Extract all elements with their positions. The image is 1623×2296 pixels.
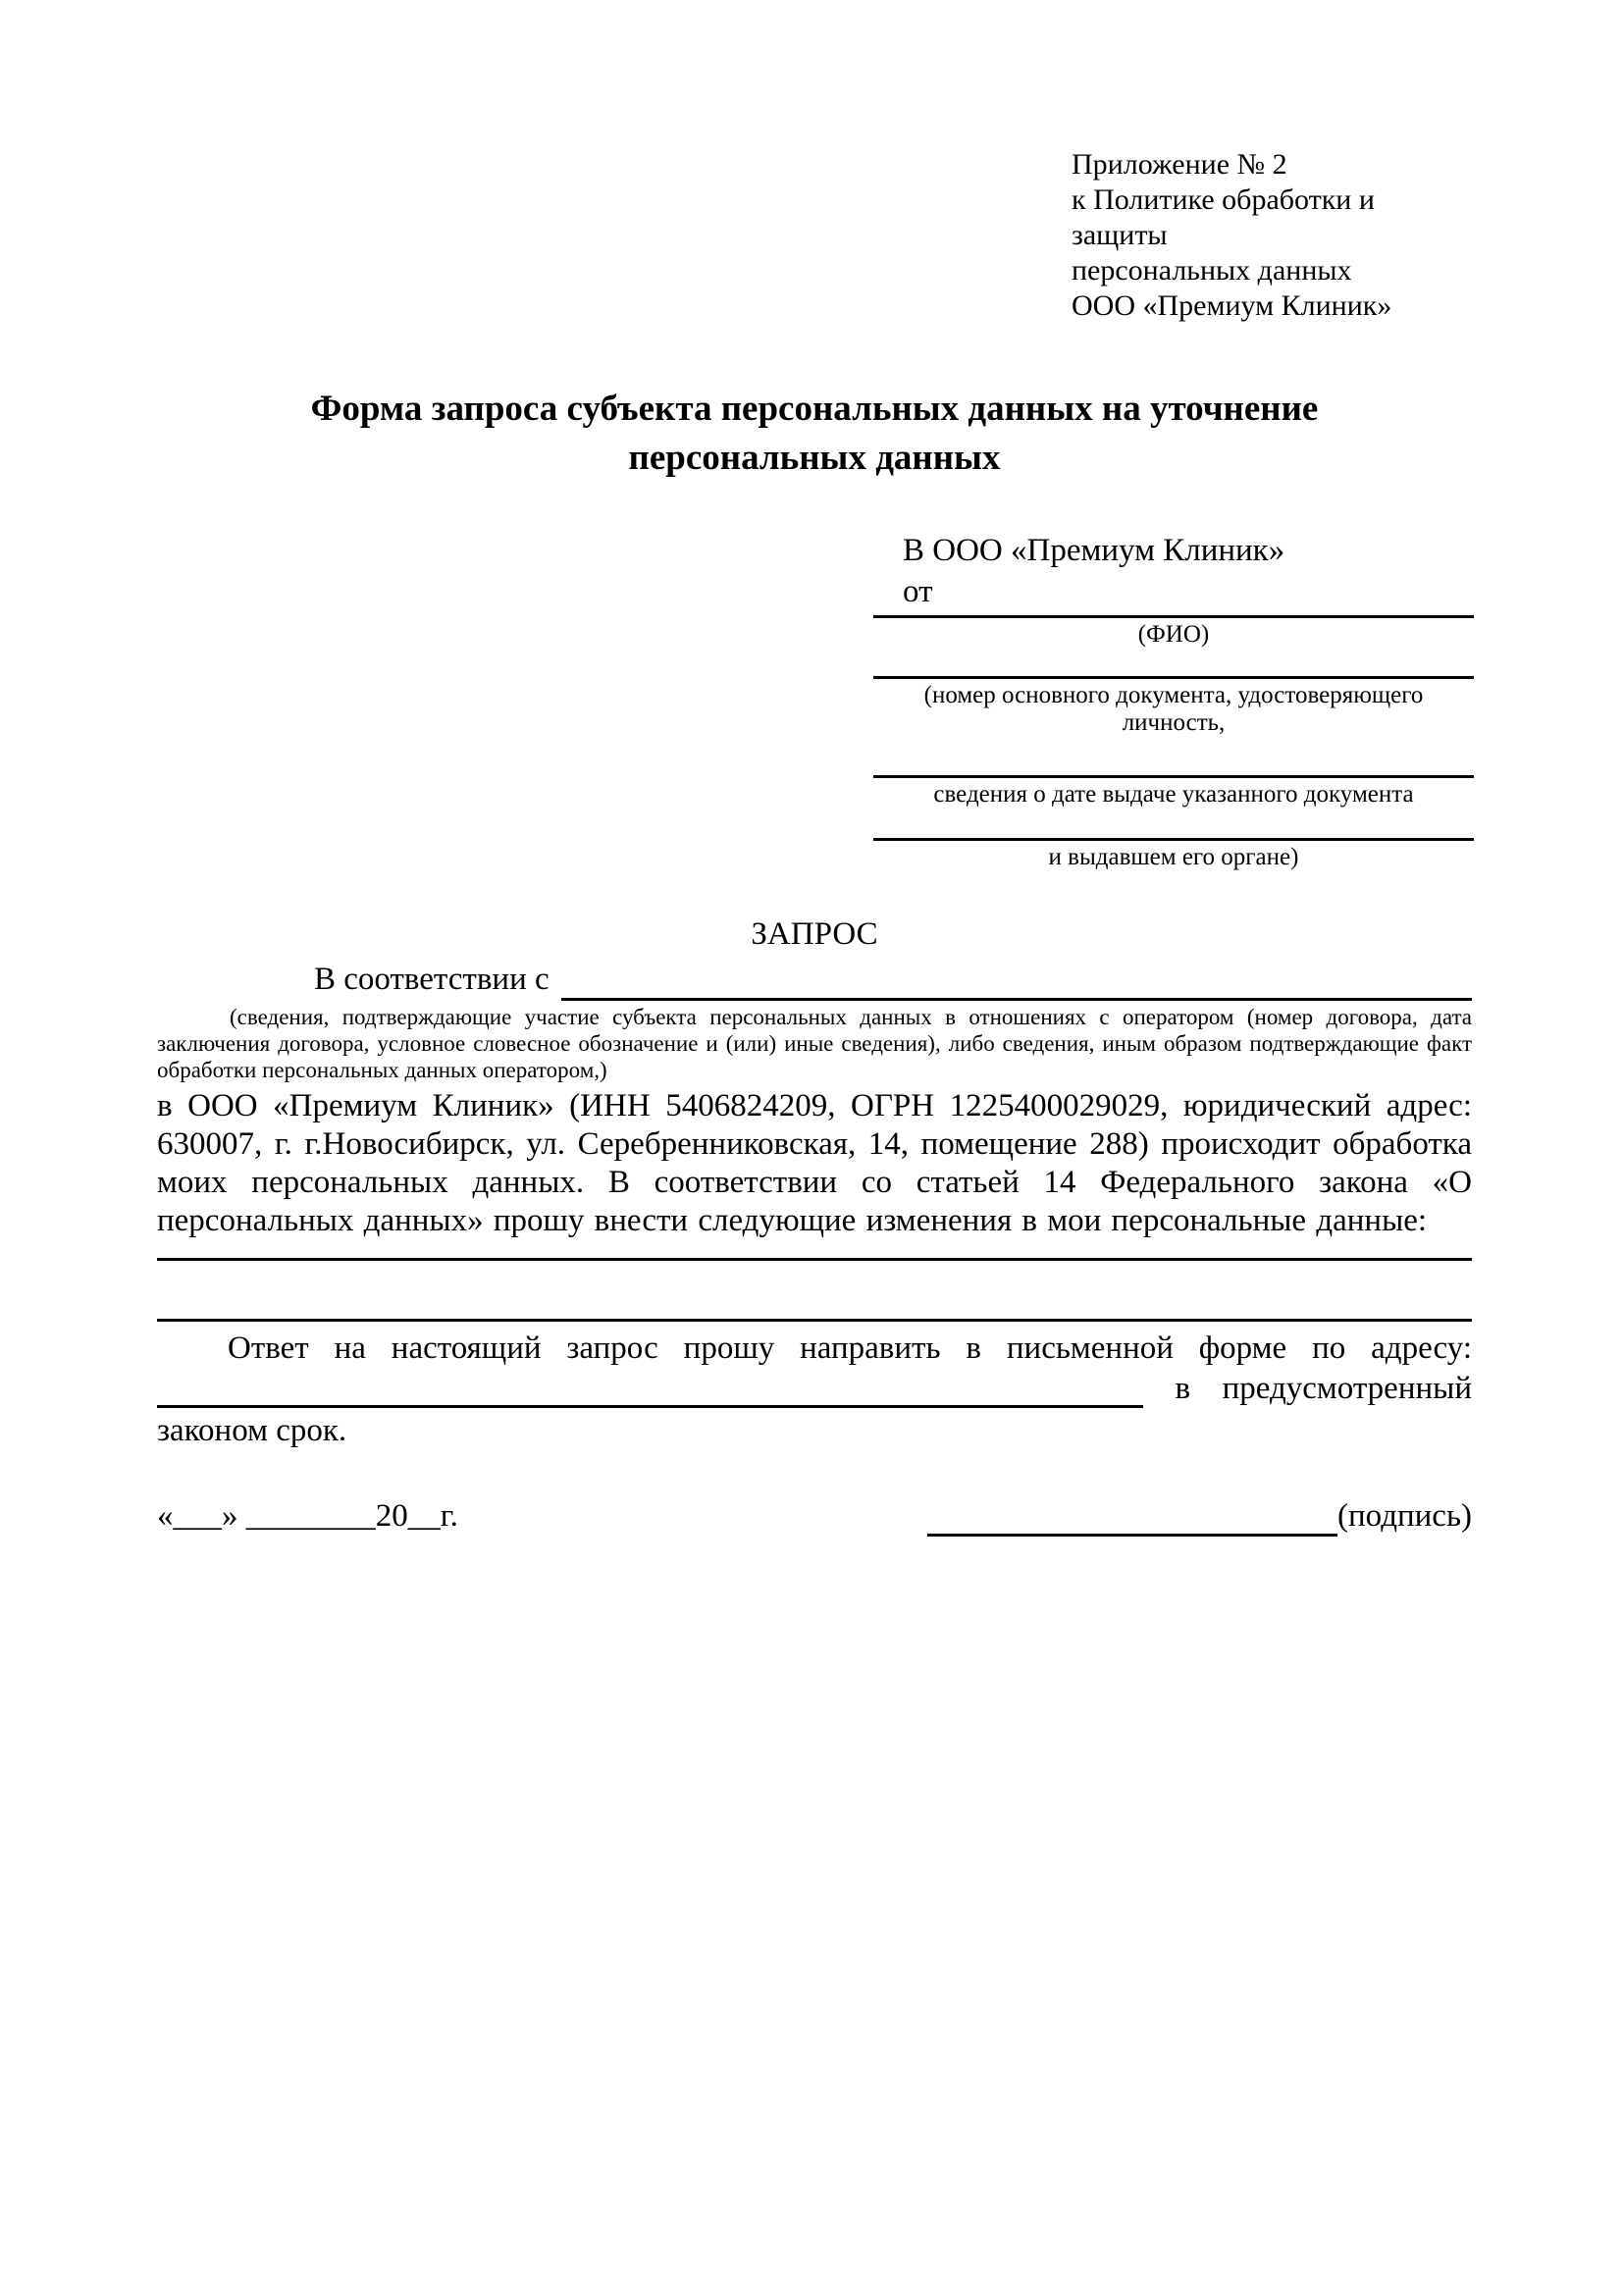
annex-line: к Политике обработки и защиты [1072, 183, 1375, 251]
issue-date-field-line [873, 737, 1474, 778]
date-blank: «___» ________20__г. [157, 1498, 458, 1534]
signature-field-line [927, 1505, 1337, 1537]
reply-address-field-line [157, 1377, 1143, 1408]
addressee-block [873, 530, 1474, 871]
page-title: Форма запроса субъекта персональных данных на уточнение персональных данных [310, 389, 1319, 478]
reply-address-row [157, 1370, 1472, 1408]
reply-word-predusmotrenny: предусмотренный [1222, 1371, 1472, 1406]
annex-header [1072, 147, 1472, 324]
request-heading: ЗАПРОС [751, 916, 878, 952]
document-number-caption: (номер основного документа, удостоверяющего личность, [923, 682, 1424, 736]
annex-line: Приложение № 2 [1072, 148, 1287, 181]
reply-closing-text: законом срок. [157, 1413, 347, 1448]
reply-address-text: Ответ на настоящий запрос прошу направить в письменной форме по адресу: [228, 1331, 1472, 1366]
request-body: в ООО «Премиум Клиник» (ИНН 5406824209, ОГРН 1225400029029, юридический адрес: 630007, г. г.Новосибирск, ул. Серебренниковская, 14, помещение 288) происходит обработка моих персональных данных. В соответствии со статьей 14 Федерального закона «О персональных данных» прошу внести следующие изменения в мои персональные данные: [157, 1088, 1472, 1238]
issuing-authority-caption: и выдавшем его органе) [1048, 844, 1299, 870]
issue-date-caption: сведения о дате выдаче указанного документа [933, 781, 1414, 808]
changes-field-line [157, 1261, 1472, 1322]
addressee-to: В ООО «Премиум Клиник» [903, 533, 1285, 568]
signature-group [927, 1495, 1472, 1537]
basis-label: В соответствии с [314, 962, 550, 997]
annex-line: персональных данных [1072, 254, 1352, 287]
signature-caption: (подпись) [1337, 1498, 1472, 1534]
document-number-field-line [873, 649, 1474, 679]
changes-field-line [157, 1240, 1472, 1261]
reply-word-v: в [1175, 1371, 1191, 1406]
addressee-from: от [903, 574, 933, 609]
annex-line: ООО «Премиум Клиник» [1072, 289, 1392, 322]
issuing-authority-field-line [873, 809, 1474, 841]
footer-row [157, 1495, 1472, 1537]
fio-field-caption: (ФИО) [1137, 621, 1210, 648]
basis-note: (сведения, подтверждающие участие субъекта персональных данных в отношениях с оператором (номер договора, дата заключения договора, условное словесное обозначение и (или) иные сведения), либо сведения, иным образом подтверждающие факт обработки персональных данных оператором,) [157, 1005, 1472, 1082]
basis-field-line [561, 965, 1472, 1001]
basis-row [157, 958, 1472, 1001]
